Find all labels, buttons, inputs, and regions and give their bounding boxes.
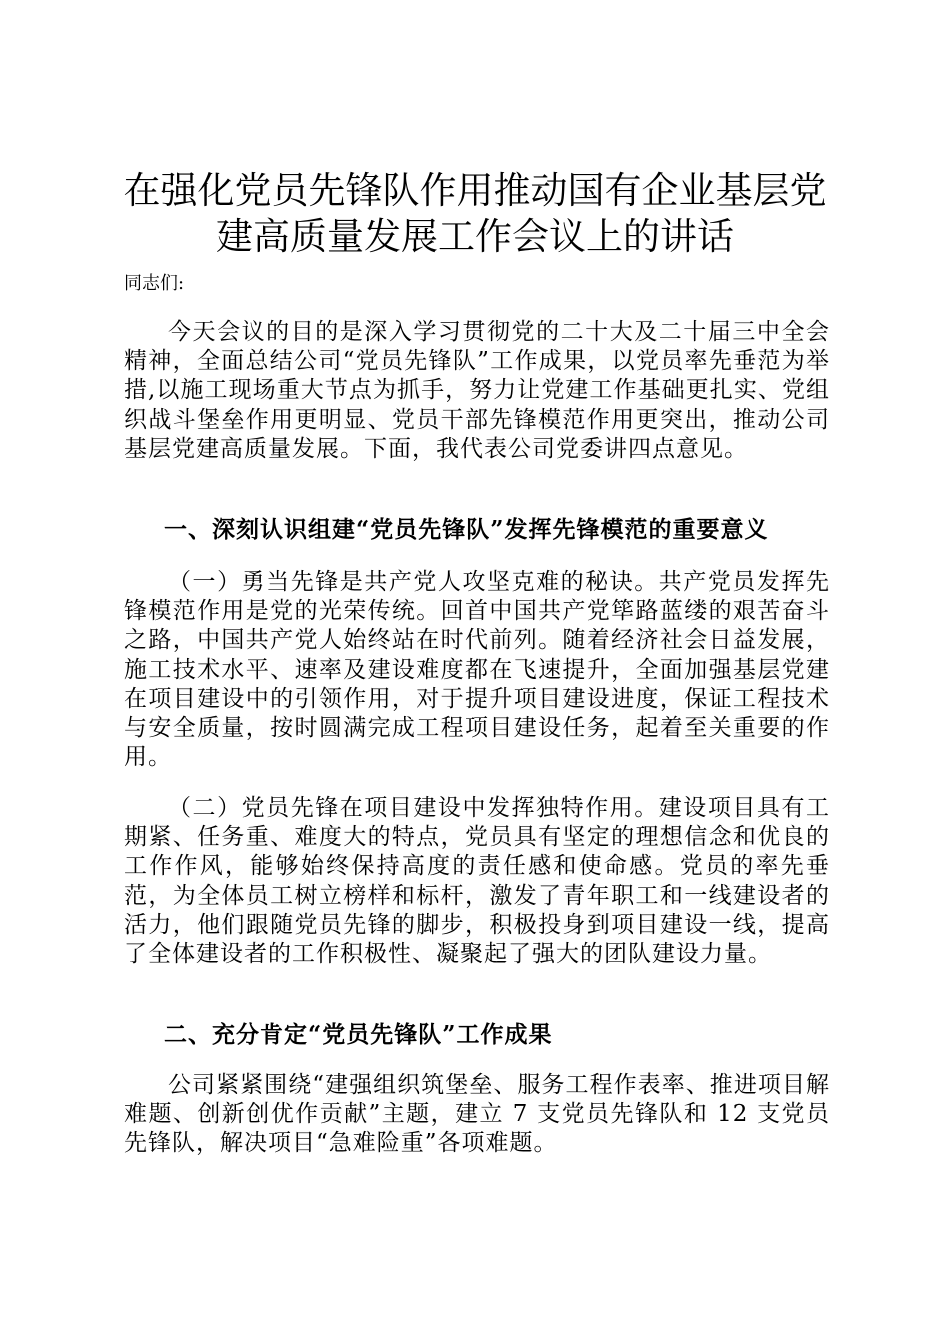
salutation: 同志们:: [124, 273, 185, 294]
intro-paragraph: 今天会议的目的是深入学习贯彻党的二十大及二十届三中全会精神，全面总结公司“党员先锋队”工作成果，以党员率先垂范为举措,以施工现场重大节点为抓手，努力让党建工作基础更扎实、党组织战斗堡垒作用更明显、党员干部先锋模范作用更突出，推动公司基层党建高质量发展。下面，我代表公司党委讲四点意见。: [124, 319, 830, 462]
section-heading-2: 二、充分肯定“党员先锋队”工作成果: [164, 1021, 553, 1048]
section-1-paragraph-1: （一）勇当先锋是共产党人攻坚克难的秘诀。共产党员发挥先锋模范作用是党的光荣传统。回首中国共产党筚路蓝缕的艰苦奋斗之路，中国共产党人始终站在时代前列。随着经济社会日益发展，施工技术水平、速率及建设难度都在飞速提升，全面加强基层党建在项目建设中的引领作用，对于提升项目建设进度，保证工程技术与安全质量，按时圆满完成工程项目建设任务，起着至关重要的作用。: [124, 569, 830, 771]
section-1-paragraph-2: （二）党员先锋在项目建设中发挥独特作用。建设项目具有工期紧、任务重、难度大的特点，党员具有坚定的理想信念和优良的工作作风，能够始终保持高度的责任感和使命感。党员的率先垂范，为全体员工树立榜样和标杆，激发了青年职工和一线建设者的活力，他们跟随党员先锋的脚步，积极投身到项目建设一线，提高了全体建设者的工作积极性、凝聚起了强大的团队建设力量。: [124, 795, 830, 968]
section-2-paragraph-1: 公司紧紧围绕“建强组织筑堡垒、服务工程作表率、推进项目解难题、创新创优作贡献”主题，建立 7 支党员先锋队和 12 支党员先锋队，解决项目“急难险重”各项难题。: [124, 1072, 830, 1157]
section-heading-1: 一、深刻认识组建“党员先锋队”发挥先锋模范的重要意义: [164, 516, 769, 543]
document-title: 在强化党员先锋队作用推动国有企业基层党建高质量发展工作会议上的讲话: [123, 169, 827, 258]
